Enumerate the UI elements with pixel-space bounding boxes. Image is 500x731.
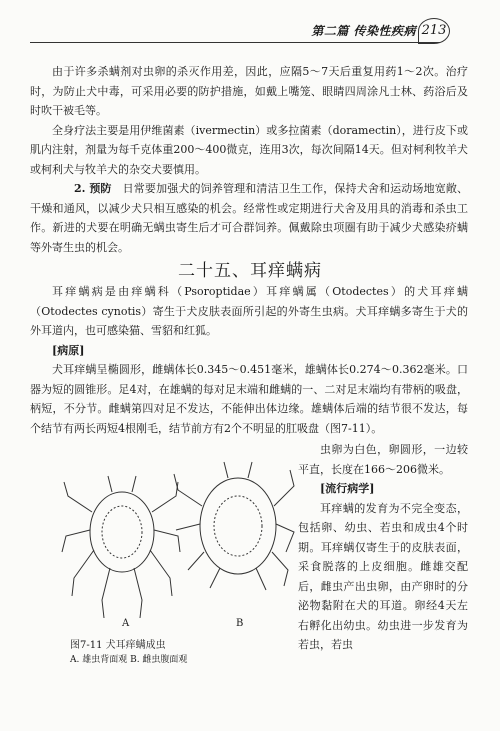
prevention-paragraph xyxy=(30,179,468,257)
figure-caption: A. 雄虫背面观 B. 雌虫腹面观 xyxy=(70,655,188,665)
prevention-text: 日常要加强犬的饲养管理和清洁卫生工作，保持犬舍和运动场地宽敞、干燥和通风，以减少犬只相互感染的机会。经常性或定期进行犬舍及用具的消毒和杀虫工作。新进的犬要在明确无螨虫寄生后才可合群饲养。佩戴除虫项圈有助于减少犬感染疥螨等外寄生虫的机会。 xyxy=(30,182,469,254)
section-title: 二十五、耳痒螨病 xyxy=(178,261,322,281)
paragraph-1: 由于许多杀螨剂对虫卵的杀灭作用差，因此，应隔5～7天后重复用药1～2次。治疗时，为防止犬中毒，可采用必要的防护措施，如戴上嘴笼、眼睛四周涂凡士林、药浴后及时吹干被毛等。 xyxy=(30,65,468,117)
egg-paragraph: 虫卵为白色，卵圆形，一边较平直，长度在166～206微米。 xyxy=(298,443,468,476)
chapter-title: 第二篇 传染性疾病 xyxy=(311,24,416,38)
body-text xyxy=(30,282,468,438)
prevention-label: 2. 预防 xyxy=(74,182,112,195)
epidemiology-heading: [流行病学] xyxy=(320,482,375,495)
etiology-heading: [病原] xyxy=(52,343,85,357)
paragraph-2: 全身疗法主要是用伊维菌素（ivermectin）或多拉菌素（doramectin），进行皮下或肌内注射，剂量为每千克体重200～400微克，连用3次，每次间隔14天。但对柯利牧羊犬或柯利犬与牧羊犬的杂交犬要慎用。 xyxy=(30,123,468,176)
figure-title: 图7-11 犬耳痒螨成虫 xyxy=(70,640,166,651)
header-rule xyxy=(30,42,440,43)
right-column xyxy=(298,440,468,655)
page-number: 213 xyxy=(418,18,450,44)
epidemiology-paragraph: 耳痒螨的发育为不完全变态，包括卵、幼虫、若虫和成虫4个时期。耳痒螨仅寄生于的皮肤表面，采食脱落的上皮细胞。雌雄交配后，雌虫产出虫卵，由产卵时的分泌物黏附在犬的耳道。卵经4天左右孵化出幼虫。幼虫进一步发育为若虫，若虫 xyxy=(298,501,468,651)
female-mite-drawing xyxy=(174,462,294,590)
figure-label-a: A xyxy=(122,618,130,629)
page-header xyxy=(0,14,500,44)
intro-paragraph: 耳痒螨病是由痒螨科（Psoroptidae）耳痒螨属（Otodectes）的犬耳痒螨（Otodectes cynotis）寄生于犬皮肤表面所引起的外寄生虫病。犬耳痒螨多寄生于犬的外耳道内，也可感染猫、雪貂和红狐。 xyxy=(30,285,468,337)
top-text xyxy=(30,62,468,257)
mite-figure xyxy=(60,440,296,718)
mite-illustration xyxy=(60,440,296,640)
etiology-paragraph: 犬耳痒螨呈椭圆形，雌螨体长0.345～0.451毫米，雄螨体长0.274～0.362毫米。口器为短的圆锥形。足4对，在雄螨的每对足末端和雌螨的一、二对足末端均有带柄的吸盘，柄短，不分节。雌螨第四对足不发达，不能伸出体边缘。雄螨体后端的结节很不发达，每个结节有两长两短4根刚毛，结节前方有2个不明显的肛吸盘（图7-11）。 xyxy=(30,363,468,435)
figure-label-b: B xyxy=(236,618,244,629)
male-mite-drawing xyxy=(62,476,180,618)
